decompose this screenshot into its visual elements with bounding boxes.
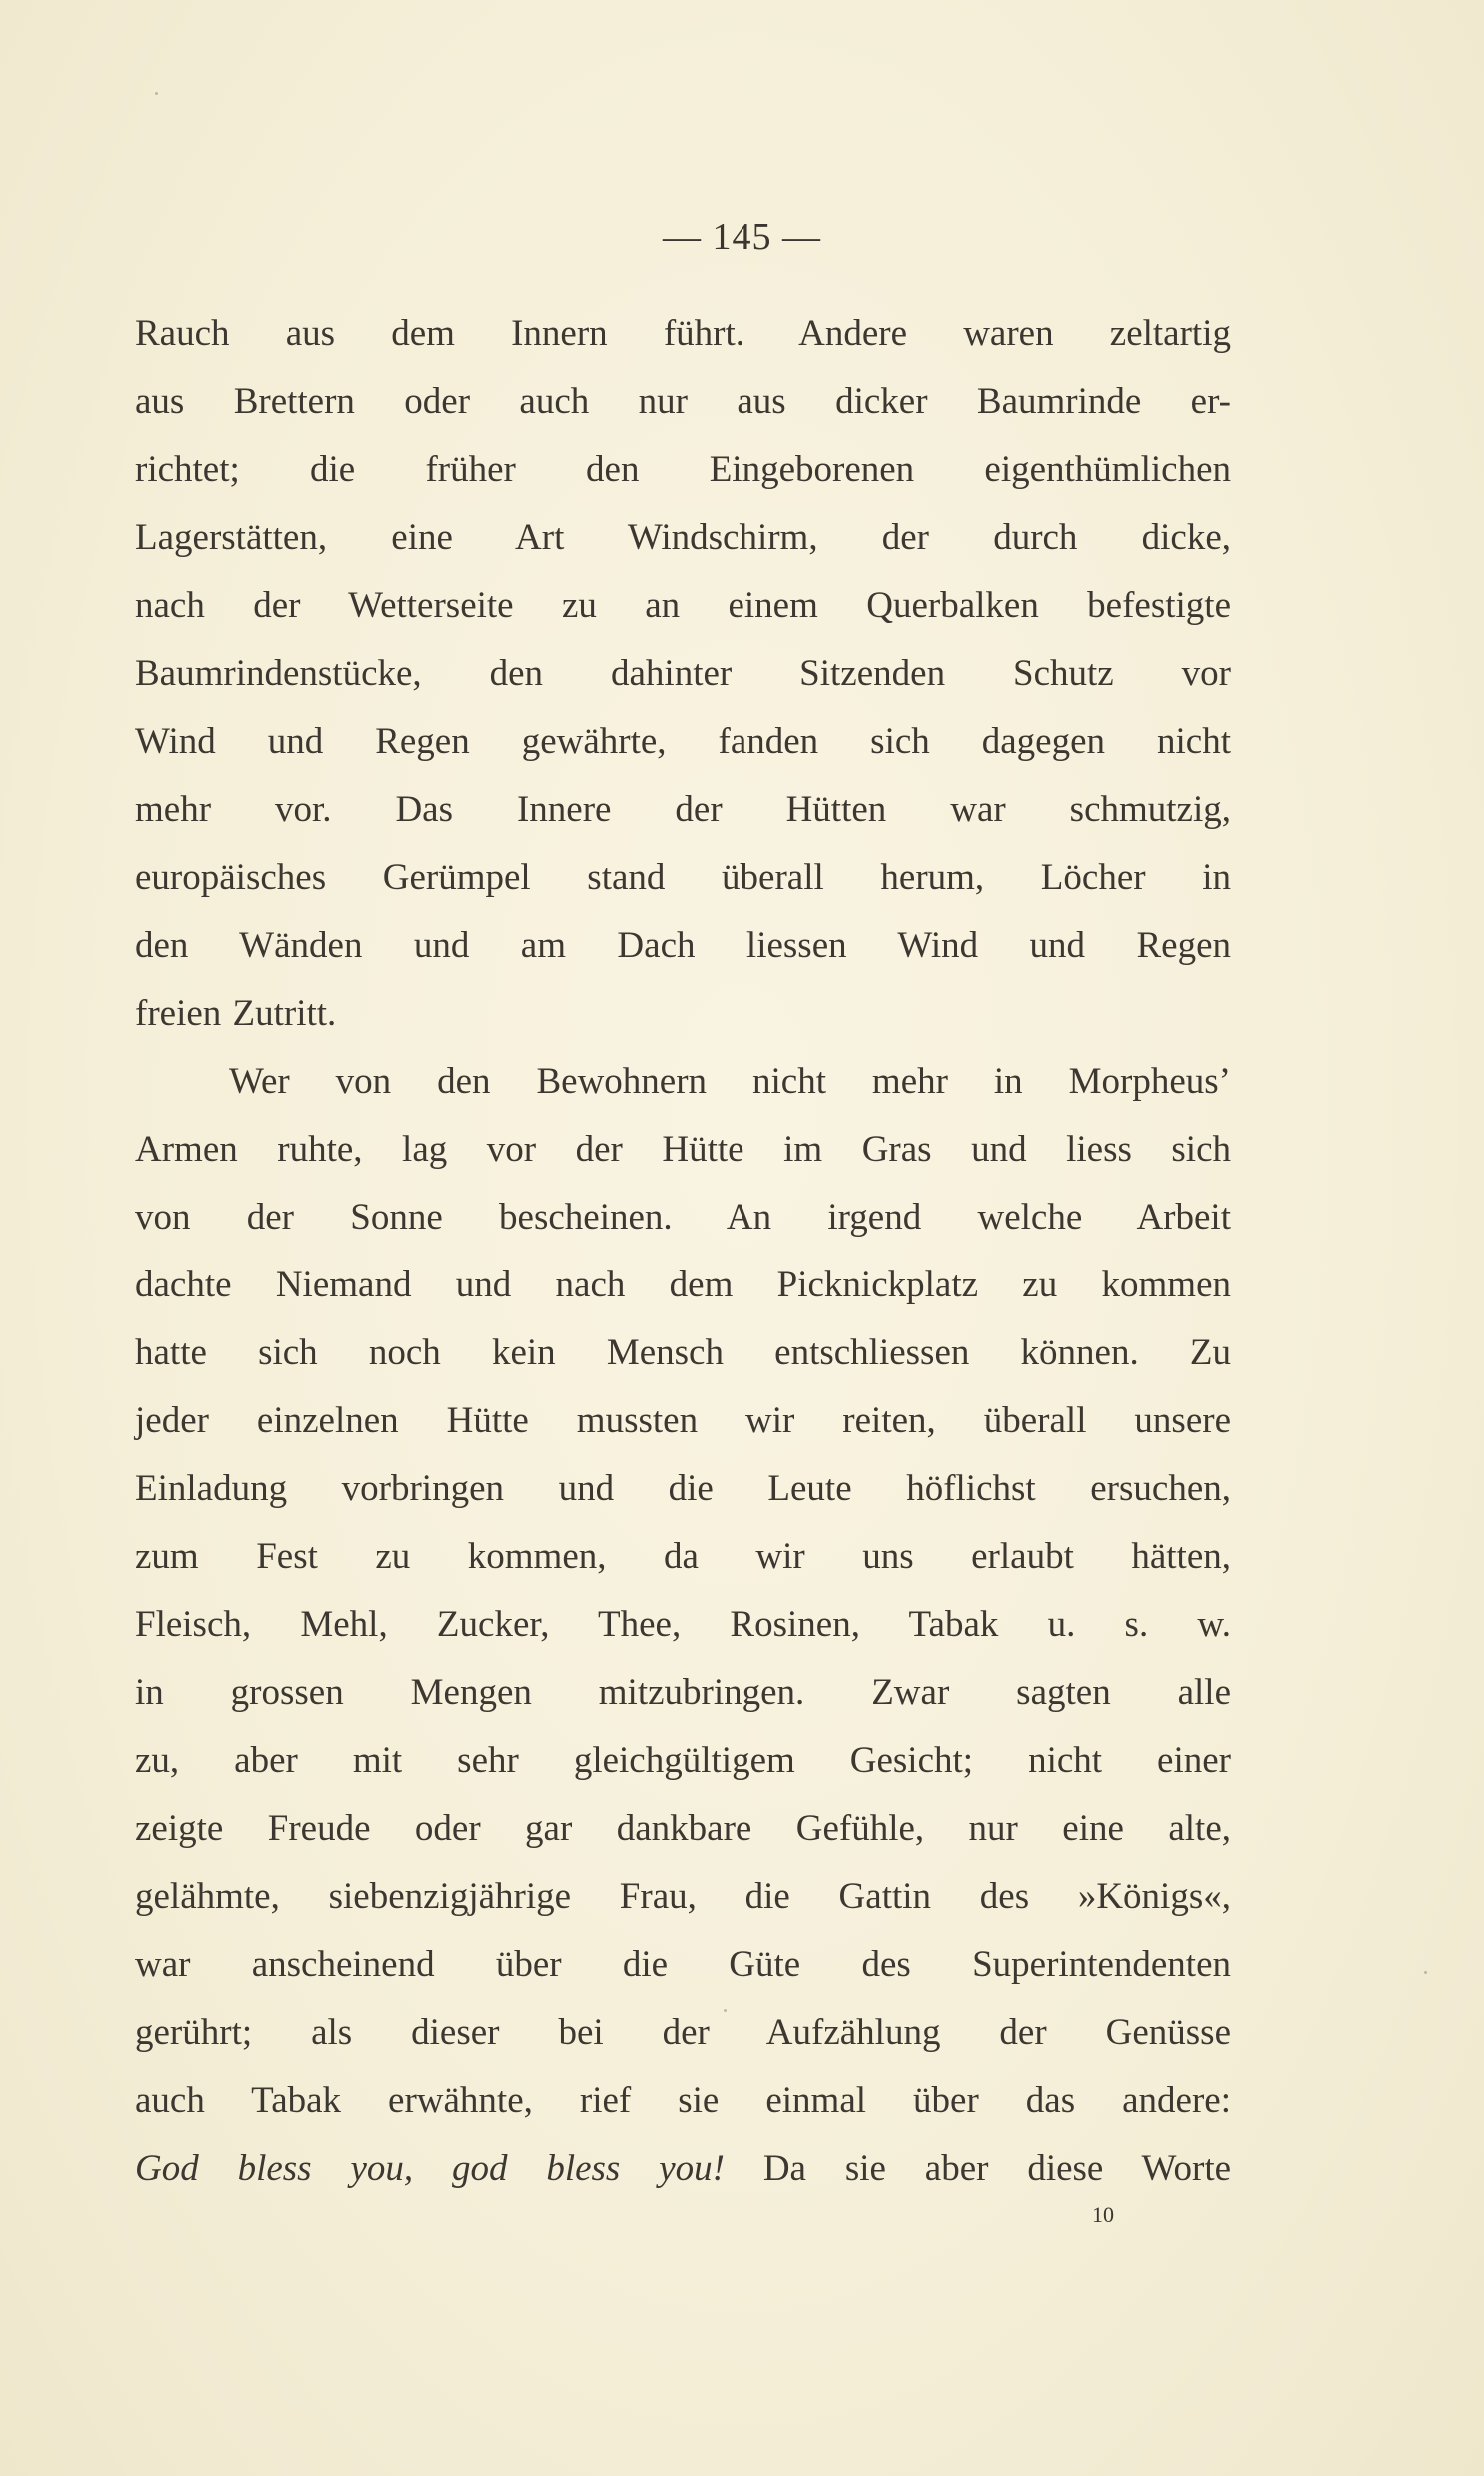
text-line: in grossen Mengen mitzubringen. Zwar sagten alle [135, 1672, 1231, 1713]
final-line-rest: Da sie aber diese Worte [762, 2148, 1232, 2189]
text-line: zeigte Freude oder gar dankbare Gefühle, nur eine alte, [135, 1808, 1231, 1849]
text-line: gelähmte, siebenzigjährige Frau, die Gattin des »Königs«, [135, 1876, 1231, 1917]
text-line: mehr vor. Das Innere der Hütten war schmutzig, [135, 789, 1231, 830]
page-number-header: — 145 — [663, 216, 821, 258]
text-line: zum Fest zu kommen, da wir uns erlaubt hätten, [135, 1536, 1231, 1577]
paper-speck [724, 2009, 727, 2012]
text-line: dachte Niemand und nach dem Picknickplatz zu kommen [135, 1264, 1231, 1305]
text-line: hatte sich noch kein Mensch entschliessen können. Zu [135, 1332, 1231, 1373]
text-line: freien Zutritt. [135, 993, 337, 1034]
text-line: von der Sonne bescheinen. An irgend welche Arbeit [135, 1197, 1231, 1238]
text-line: gerührt; als dieser bei der Aufzählung der Genüsse [135, 2012, 1231, 2053]
text-line: war anscheinend über die Güte des Superintendenten [135, 1944, 1231, 1985]
text-line-final [135, 2135, 1231, 2203]
text-line: Wer von den Bewohnern nicht mehr in Morpheus’ [229, 1061, 1231, 1102]
italic-quote: God bless you, god bless you! [135, 2148, 725, 2189]
signature-mark: 10 [1092, 2202, 1114, 2227]
text-line: Rauch aus dem Innern führt. Andere waren zeltartig [135, 313, 1231, 354]
text-line: Lagerstätten, eine Art Windschirm, der durch dicke, [135, 517, 1231, 558]
text-line: auch Tabak erwähnte, rief sie einmal über das andere: [135, 2080, 1231, 2121]
text-line: Einladung vorbringen und die Leute höflichst ersuchen, [135, 1468, 1231, 1509]
text-line: richtet; die früher den Eingeborenen eigenthümlichen [135, 449, 1231, 490]
paper-speck [155, 92, 158, 95]
text-line: Baumrindenstücke, den dahinter Sitzenden Schutz vor [135, 653, 1231, 694]
text-line: aus Brettern oder auch nur aus dicker Baumrinde er- [135, 381, 1231, 422]
text-line: jeder einzelnen Hütte mussten wir reiten, überall unsere [135, 1400, 1231, 1441]
text-line: Wind und Regen gewährte, fanden sich dagegen nicht [135, 721, 1231, 762]
text-line: europäisches Gerümpel stand überall herum, Löcher in [135, 857, 1231, 898]
body-text [135, 300, 1231, 2203]
text-line: zu, aber mit sehr gleichgültigem Gesicht; nicht einer [135, 1740, 1231, 1781]
text-line: den Wänden und am Dach liessen Wind und Regen [135, 925, 1231, 966]
text-line: nach der Wetterseite zu an einem Querbalken befestigte [135, 585, 1231, 626]
paper-speck [1424, 1971, 1427, 1974]
text-line: Fleisch, Mehl, Zucker, Thee, Rosinen, Tabak u. s. w. [135, 1604, 1231, 1645]
text-line: Armen ruhte, lag vor der Hütte im Gras und liess sich [135, 1129, 1231, 1170]
